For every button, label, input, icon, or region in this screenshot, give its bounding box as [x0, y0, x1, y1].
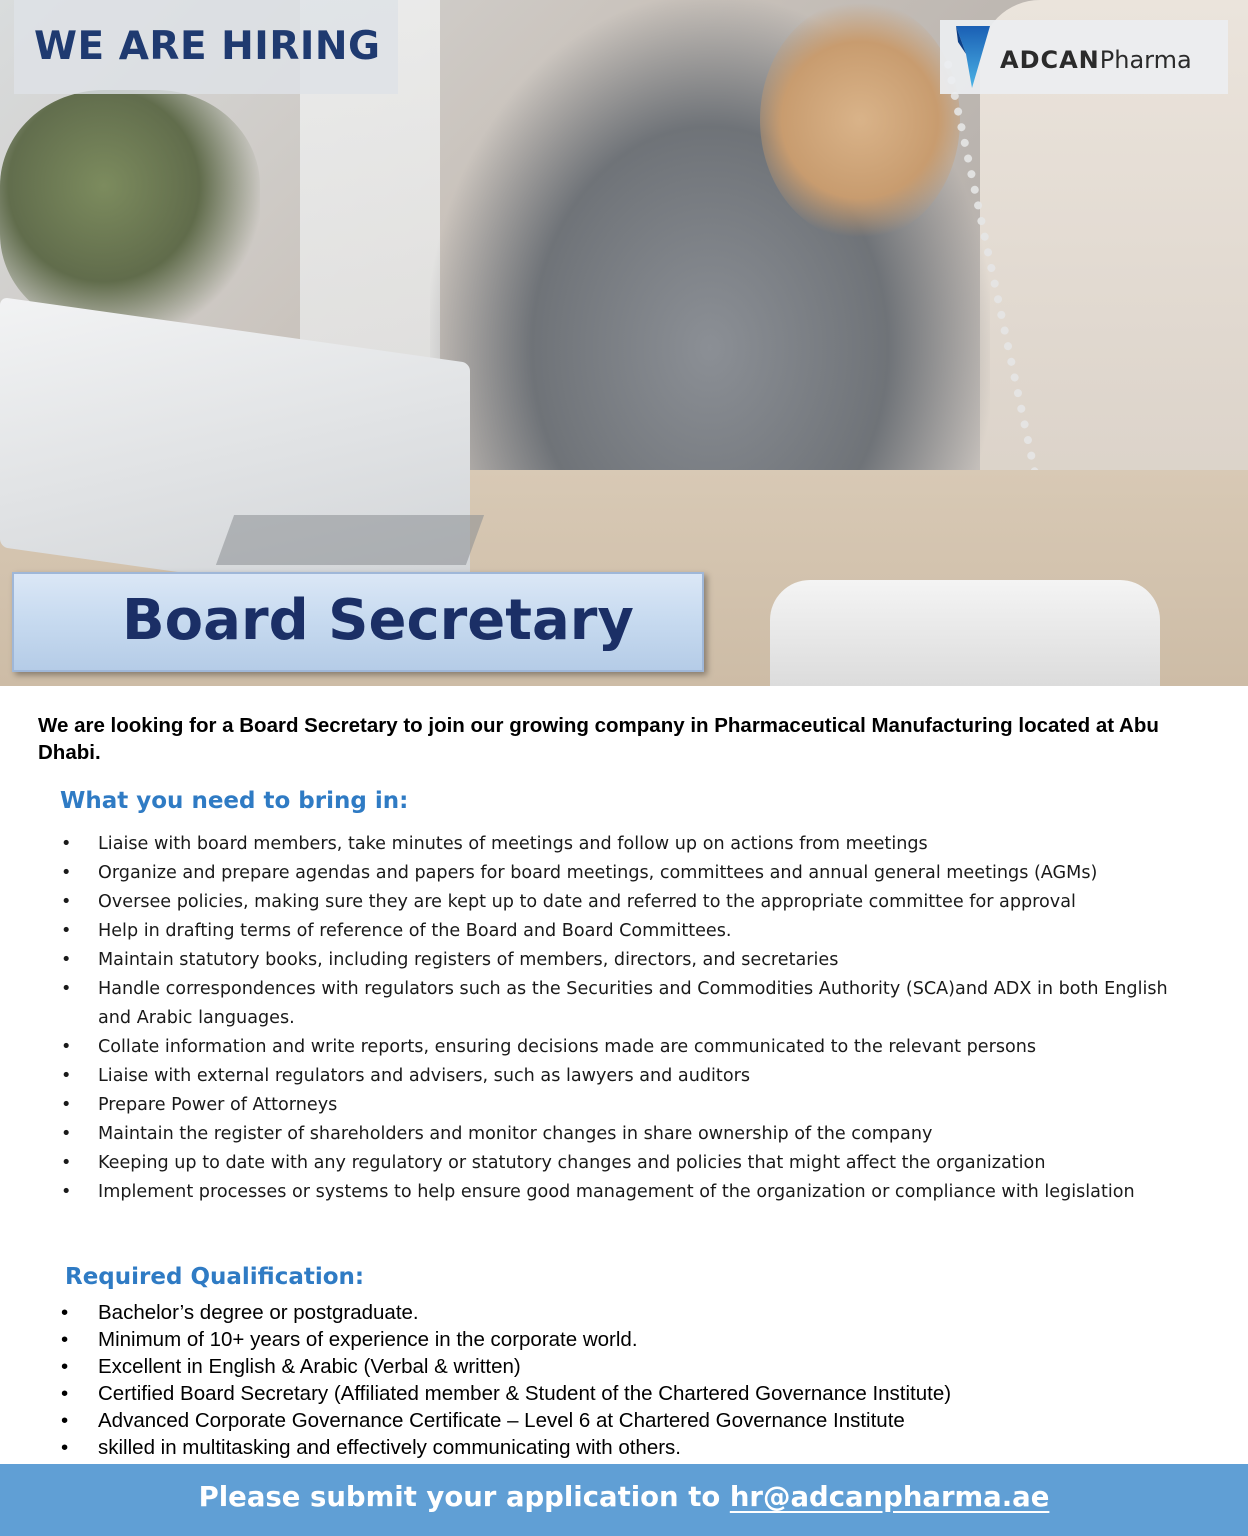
adcan-logo-icon [952, 24, 1000, 90]
requirements-list [61, 830, 1191, 1207]
logo-wordmark-light: Pharma [1099, 46, 1192, 74]
job-title: Board Secretary [122, 588, 634, 653]
list-item: • Liaise with external regulators and advisers, such as lawyers and auditors [61, 1062, 1191, 1091]
logo-wordmark [1000, 46, 1192, 74]
list-item: • Advanced Corporate Governance Certificate – Level 6 at Chartered Governance Institute [61, 1407, 1191, 1434]
list-item: • Collate information and write reports, ensuring decisions made are communicated to the relevant persons [61, 1033, 1191, 1062]
list-item: • Liaise with board members, take minutes of meetings and follow up on actions from meetings [61, 830, 1191, 859]
list-item: • Oversee policies, making sure they are kept up to date and referred to the appropriate committee for approval [61, 888, 1191, 917]
qualifications-list [61, 1299, 1191, 1461]
list-item: • Handle correspondences with regulators such as the Securities and Commodities Authority (SCA)and ADX in both English and Arabic languages. [61, 975, 1191, 1033]
list-item: • Implement processes or systems to help ensure good management of the organization or compliance with legislation [61, 1178, 1191, 1207]
list-item: • Prepare Power of Attorneys [61, 1091, 1191, 1120]
list-item: • Bachelor’s degree or postgraduate. [61, 1299, 1191, 1326]
photo-desk-phone [770, 580, 1160, 686]
qualifications-heading: Required Qualification: [65, 1264, 365, 1290]
requirements-heading: What you need to bring in: [60, 788, 409, 814]
list-item: • Keeping up to date with any regulatory or statutory changes and policies that might affect the organization [61, 1149, 1191, 1178]
job-title-banner [12, 572, 704, 672]
hiring-badge-text: WE ARE HIRING [34, 24, 381, 69]
footer-banner [0, 1464, 1248, 1536]
footer-prefix: Please submit your application to [198, 1481, 730, 1513]
list-item: • Maintain the register of shareholders and monitor changes in share ownership of the company [61, 1120, 1191, 1149]
list-item: • skilled in multitasking and effectively communicating with others. [61, 1434, 1191, 1461]
list-item: • Maintain statutory books, including registers of members, directors, and secretaries [61, 946, 1191, 975]
email-link[interactable]: hr@adcanpharma.ae [729, 1481, 1050, 1513]
list-item: • Help in drafting terms of reference of the Board and Board Committees. [61, 917, 1191, 946]
list-item: • Certified Board Secretary (Affiliated member & Student of the Chartered Governance Institute) [61, 1380, 1191, 1407]
photo-plant [0, 90, 260, 330]
list-item: • Excellent in English & Arabic (Verbal & written) [61, 1353, 1191, 1380]
photo-keyboard [216, 515, 484, 565]
list-item: • Minimum of 10+ years of experience in the corporate world. [61, 1326, 1191, 1353]
logo-wordmark-bold: ADCAN [1000, 46, 1100, 74]
intro-text: We are looking for a Board Secretary to join our growing company in Pharmaceutical Manufacturing located at Abu Dhabi. [38, 714, 1159, 764]
list-item: • Organize and prepare agendas and papers for board meetings, committees and annual general meetings (AGMs) [61, 859, 1191, 888]
company-logo [940, 20, 1228, 94]
footer-text [0, 1481, 1248, 1513]
hiring-badge [14, 0, 398, 94]
